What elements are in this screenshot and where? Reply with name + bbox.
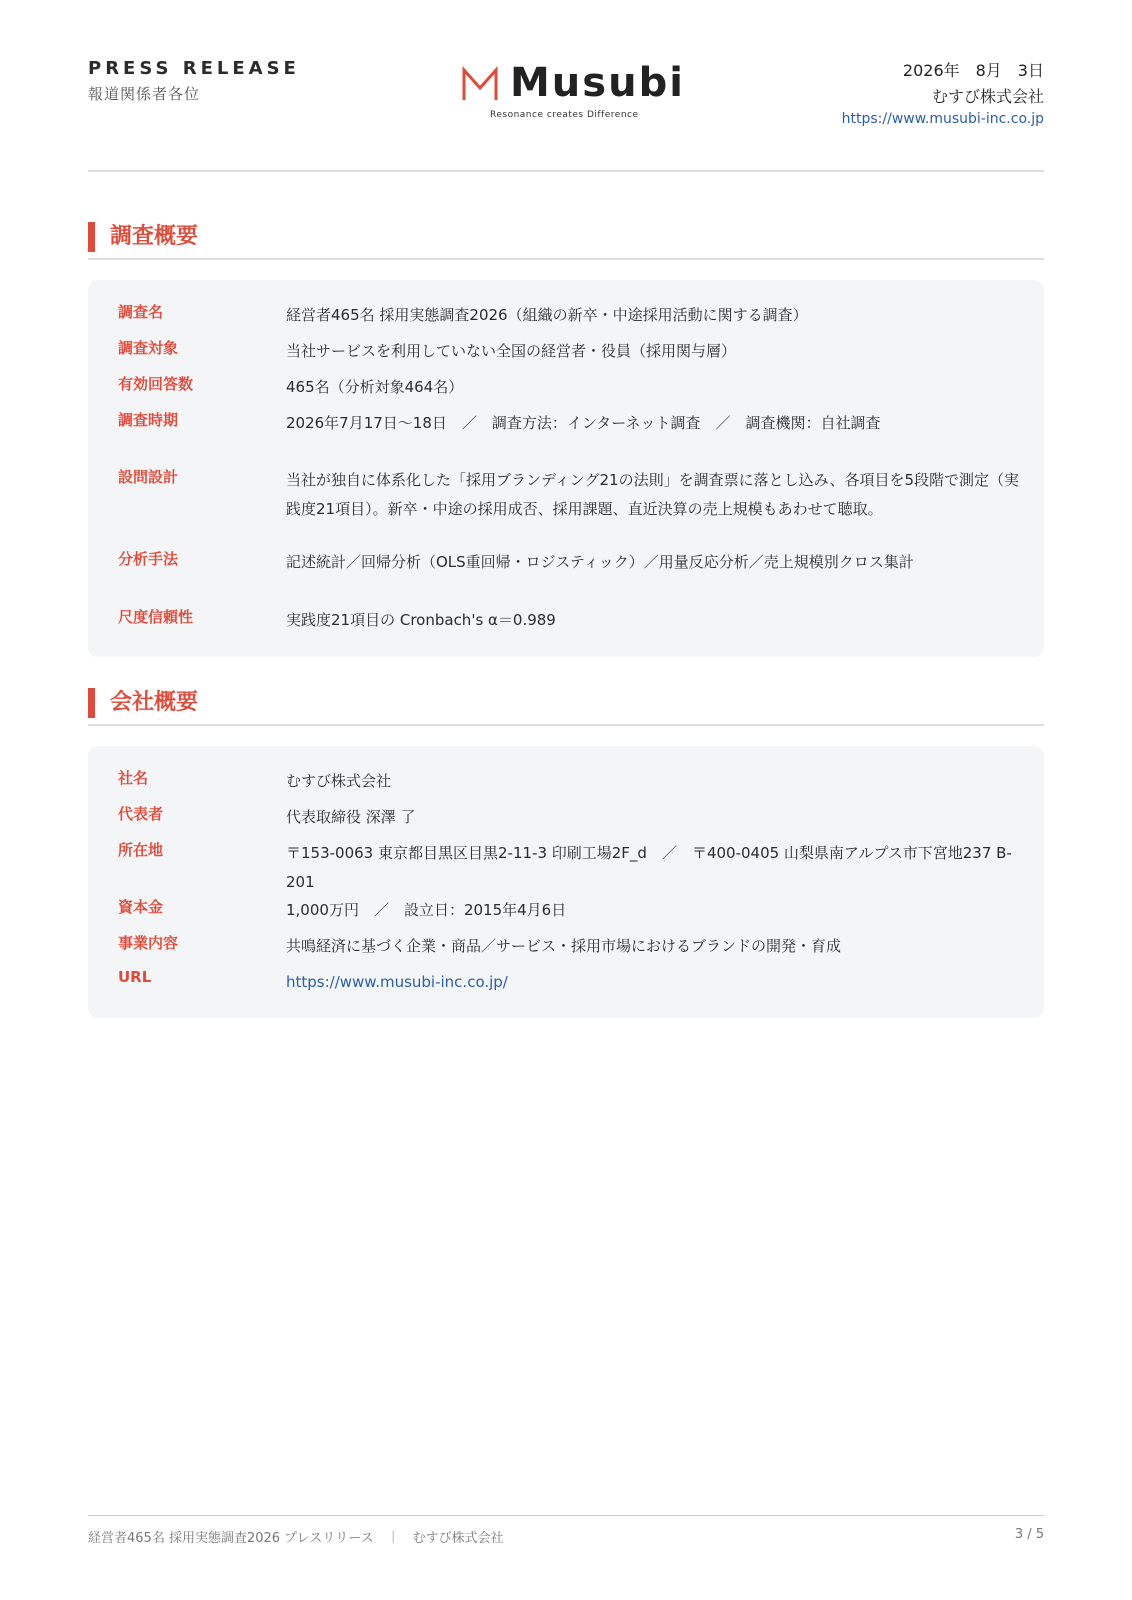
survey-value-period: 2026年7月17日～18日 ／ 調査方法：インターネット調査 ／ 調査機関：自社調査 [286, 414, 881, 432]
company-label-address: 所在地 [118, 841, 164, 859]
company-value-name: むすび株式会社 [286, 772, 392, 790]
footer-divider [88, 1515, 1044, 1516]
logo-word: Musubi [510, 60, 685, 106]
survey-section-title: 調査概要 [110, 224, 199, 249]
survey-value-name: 経営者465名 採用実態調査2026（組織の新卒・中途採用活動に関する調査） [286, 306, 808, 324]
logo-mark-icon [460, 64, 500, 104]
survey-value-reliability: 実践度21項目の Cronbach's α＝0.989 [286, 611, 556, 629]
survey-label-period: 調査時期 [118, 411, 179, 429]
section-divider [88, 724, 1044, 726]
company-value-capital: 1,000万円 ／ 設立日：2015年4月6日 [286, 901, 567, 919]
footer-text: 経営者465名 採用実態調査2026 プレスリリース ｜ むすび株式会社 [88, 1531, 504, 1546]
section-divider [88, 258, 1044, 260]
company-value-business: 共鳴経済に基づく企業・商品／サービス・採用市場におけるブランドの開発・育成 [286, 937, 842, 955]
company-url-link[interactable]: https://www.musubi-inc.co.jp/ [286, 973, 508, 991]
survey-label-method: 分析手法 [118, 550, 179, 568]
section-marker [88, 688, 95, 718]
recipients-text: 報道関係者各位 [88, 85, 201, 103]
company-label-url: URL [118, 968, 152, 986]
company-label-representative: 代表者 [118, 805, 164, 823]
company-label-business: 事業内容 [118, 934, 179, 952]
survey-value-method: 記述統計／回帰分析（OLS重回帰・ロジスティック）／用量反応分析／売上規模別クロス集計 [286, 553, 914, 571]
logo-tagline: Resonance creates Difference [490, 110, 639, 120]
header-divider [88, 170, 1044, 172]
company-section-title: 会社概要 [110, 690, 199, 715]
company-value-address: 〒153-0063 東京都目黒区目黒2-11-3 印刷工場2F_d ／ 〒400-0405 山梨県南アルプス市下宮地237 B-201 [286, 844, 1012, 891]
release-date: 2026年 8月 3日 [902, 61, 1044, 80]
page-number: 3 / 5 [1014, 1527, 1044, 1542]
company-name: むすび株式会社 [931, 87, 1044, 106]
website-link[interactable]: https://www.musubi-inc.co.jp [841, 111, 1044, 127]
musubi-logo [460, 60, 685, 124]
company-label-capital: 資本金 [118, 898, 164, 916]
survey-label-design: 設問設計 [118, 468, 179, 486]
company-value-representative: 代表取締役 深澤 了 [286, 808, 416, 826]
press-release-title: PRESS RELEASE [88, 58, 300, 79]
survey-value-design: 当社が独自に体系化した「採用ブランディング21の法則」を調査票に落とし込み、各項目を5段階で測定（実践度21項目）。新卒・中途の採用成否、採用課題、直近決算の売上規模もあわせて聴取。 [286, 471, 1020, 518]
survey-label-name: 調査名 [118, 303, 164, 321]
company-label-name: 社名 [118, 769, 149, 787]
survey-label-target: 調査対象 [118, 339, 179, 357]
survey-label-responses: 有効回答数 [118, 375, 194, 393]
survey-label-reliability: 尺度信頼性 [118, 608, 194, 626]
survey-value-responses: 465名（分析対象464名） [286, 378, 464, 396]
section-marker [88, 222, 95, 252]
survey-value-target: 当社サービスを利用していない全国の経営者・役員（採用関与層） [286, 342, 737, 360]
